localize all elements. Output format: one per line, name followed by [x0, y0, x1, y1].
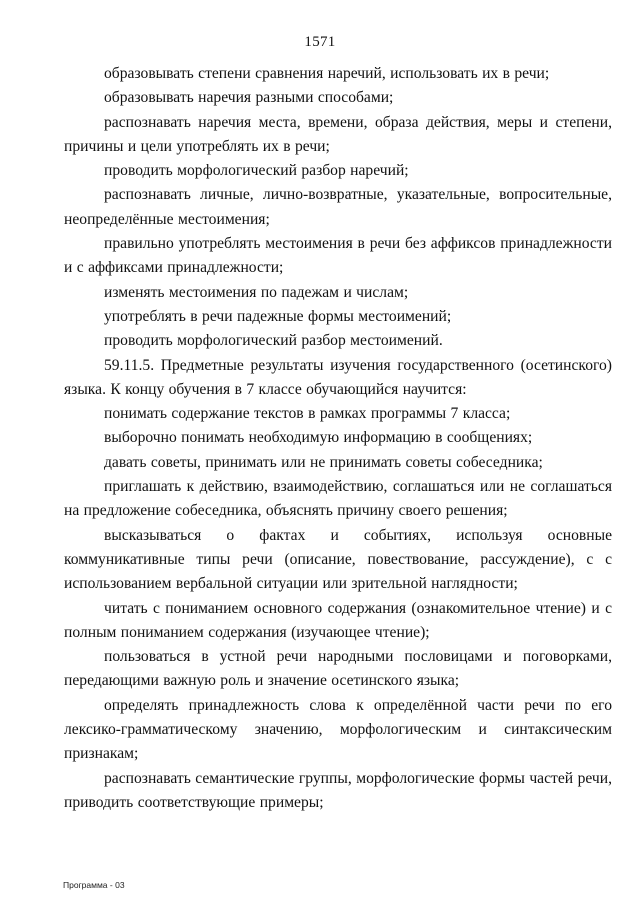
paragraph: образовывать степени сравнения наречий, использовать их в речи; — [104, 65, 550, 82]
paragraph: понимать содержание текстов в рамках программы 7 класса; — [104, 405, 511, 423]
paragraph: давать советы, принимать или не принимать советы собеседника; — [104, 453, 543, 471]
paragraph: образовывать наречия разными способами; — [104, 89, 394, 107]
paragraph: читать с пониманием основного содержания (ознакомительное чтение) и с полным пониманием содержания (изучающее чтение); — [64, 599, 612, 641]
paragraph: распознавать наречия места, времени, образа действия, меры и степени, причины и цели употреблять их в речи; — [64, 113, 612, 155]
paragraph: высказываться о фактах и событиях, используя основные коммуникативные типы речи (описание, повествование, рассуждение), с с использованием вербальной ситуации или зрительной наглядности; — [64, 526, 612, 593]
paragraph: приглашать к действию, взаимодействию, соглашаться или не соглашаться на предложение собеседника, объяснять причину своего решения; — [64, 478, 612, 520]
paragraph: распознавать личные, лично-возвратные, указательные, вопросительные, неопределённые местоимения; — [64, 186, 612, 228]
paragraph: распознавать семантические группы, морфологические формы частей речи, приводить соответствующие примеры; — [64, 769, 612, 811]
paragraph: проводить морфологический разбор местоимений. — [104, 332, 443, 350]
page-number: 1571 — [304, 34, 336, 50]
paragraph: пользоваться в устной речи народными пословицами и поговорками, передающими важную роль и значение осетинского языка; — [64, 648, 612, 690]
paragraph: изменять местоимения по падежам и числам; — [104, 283, 409, 301]
document-body — [64, 62, 612, 815]
page-footer: Программа - 03 — [63, 880, 125, 890]
paragraph: употреблять в речи падежные формы местоимений; — [104, 307, 452, 325]
section-paragraph-59-11-5: 59.11.5. Предметные результаты изучения государственного (осетинского) языка. К концу обучения в 7 классе обучающийся научится: — [64, 356, 612, 398]
paragraph: правильно употреблять местоимения в речи без аффиксов принадлежности и с аффиксами принадлежности; — [64, 235, 612, 277]
paragraph: проводить морфологический разбор наречий; — [104, 162, 409, 180]
paragraph: определять принадлежность слова к определённой части речи по его лексико-грамматическому значению, морфологическим и синтаксическим признакам; — [64, 696, 612, 763]
paragraph: выборочно понимать необходимую информацию в сообщениях; — [104, 429, 533, 447]
